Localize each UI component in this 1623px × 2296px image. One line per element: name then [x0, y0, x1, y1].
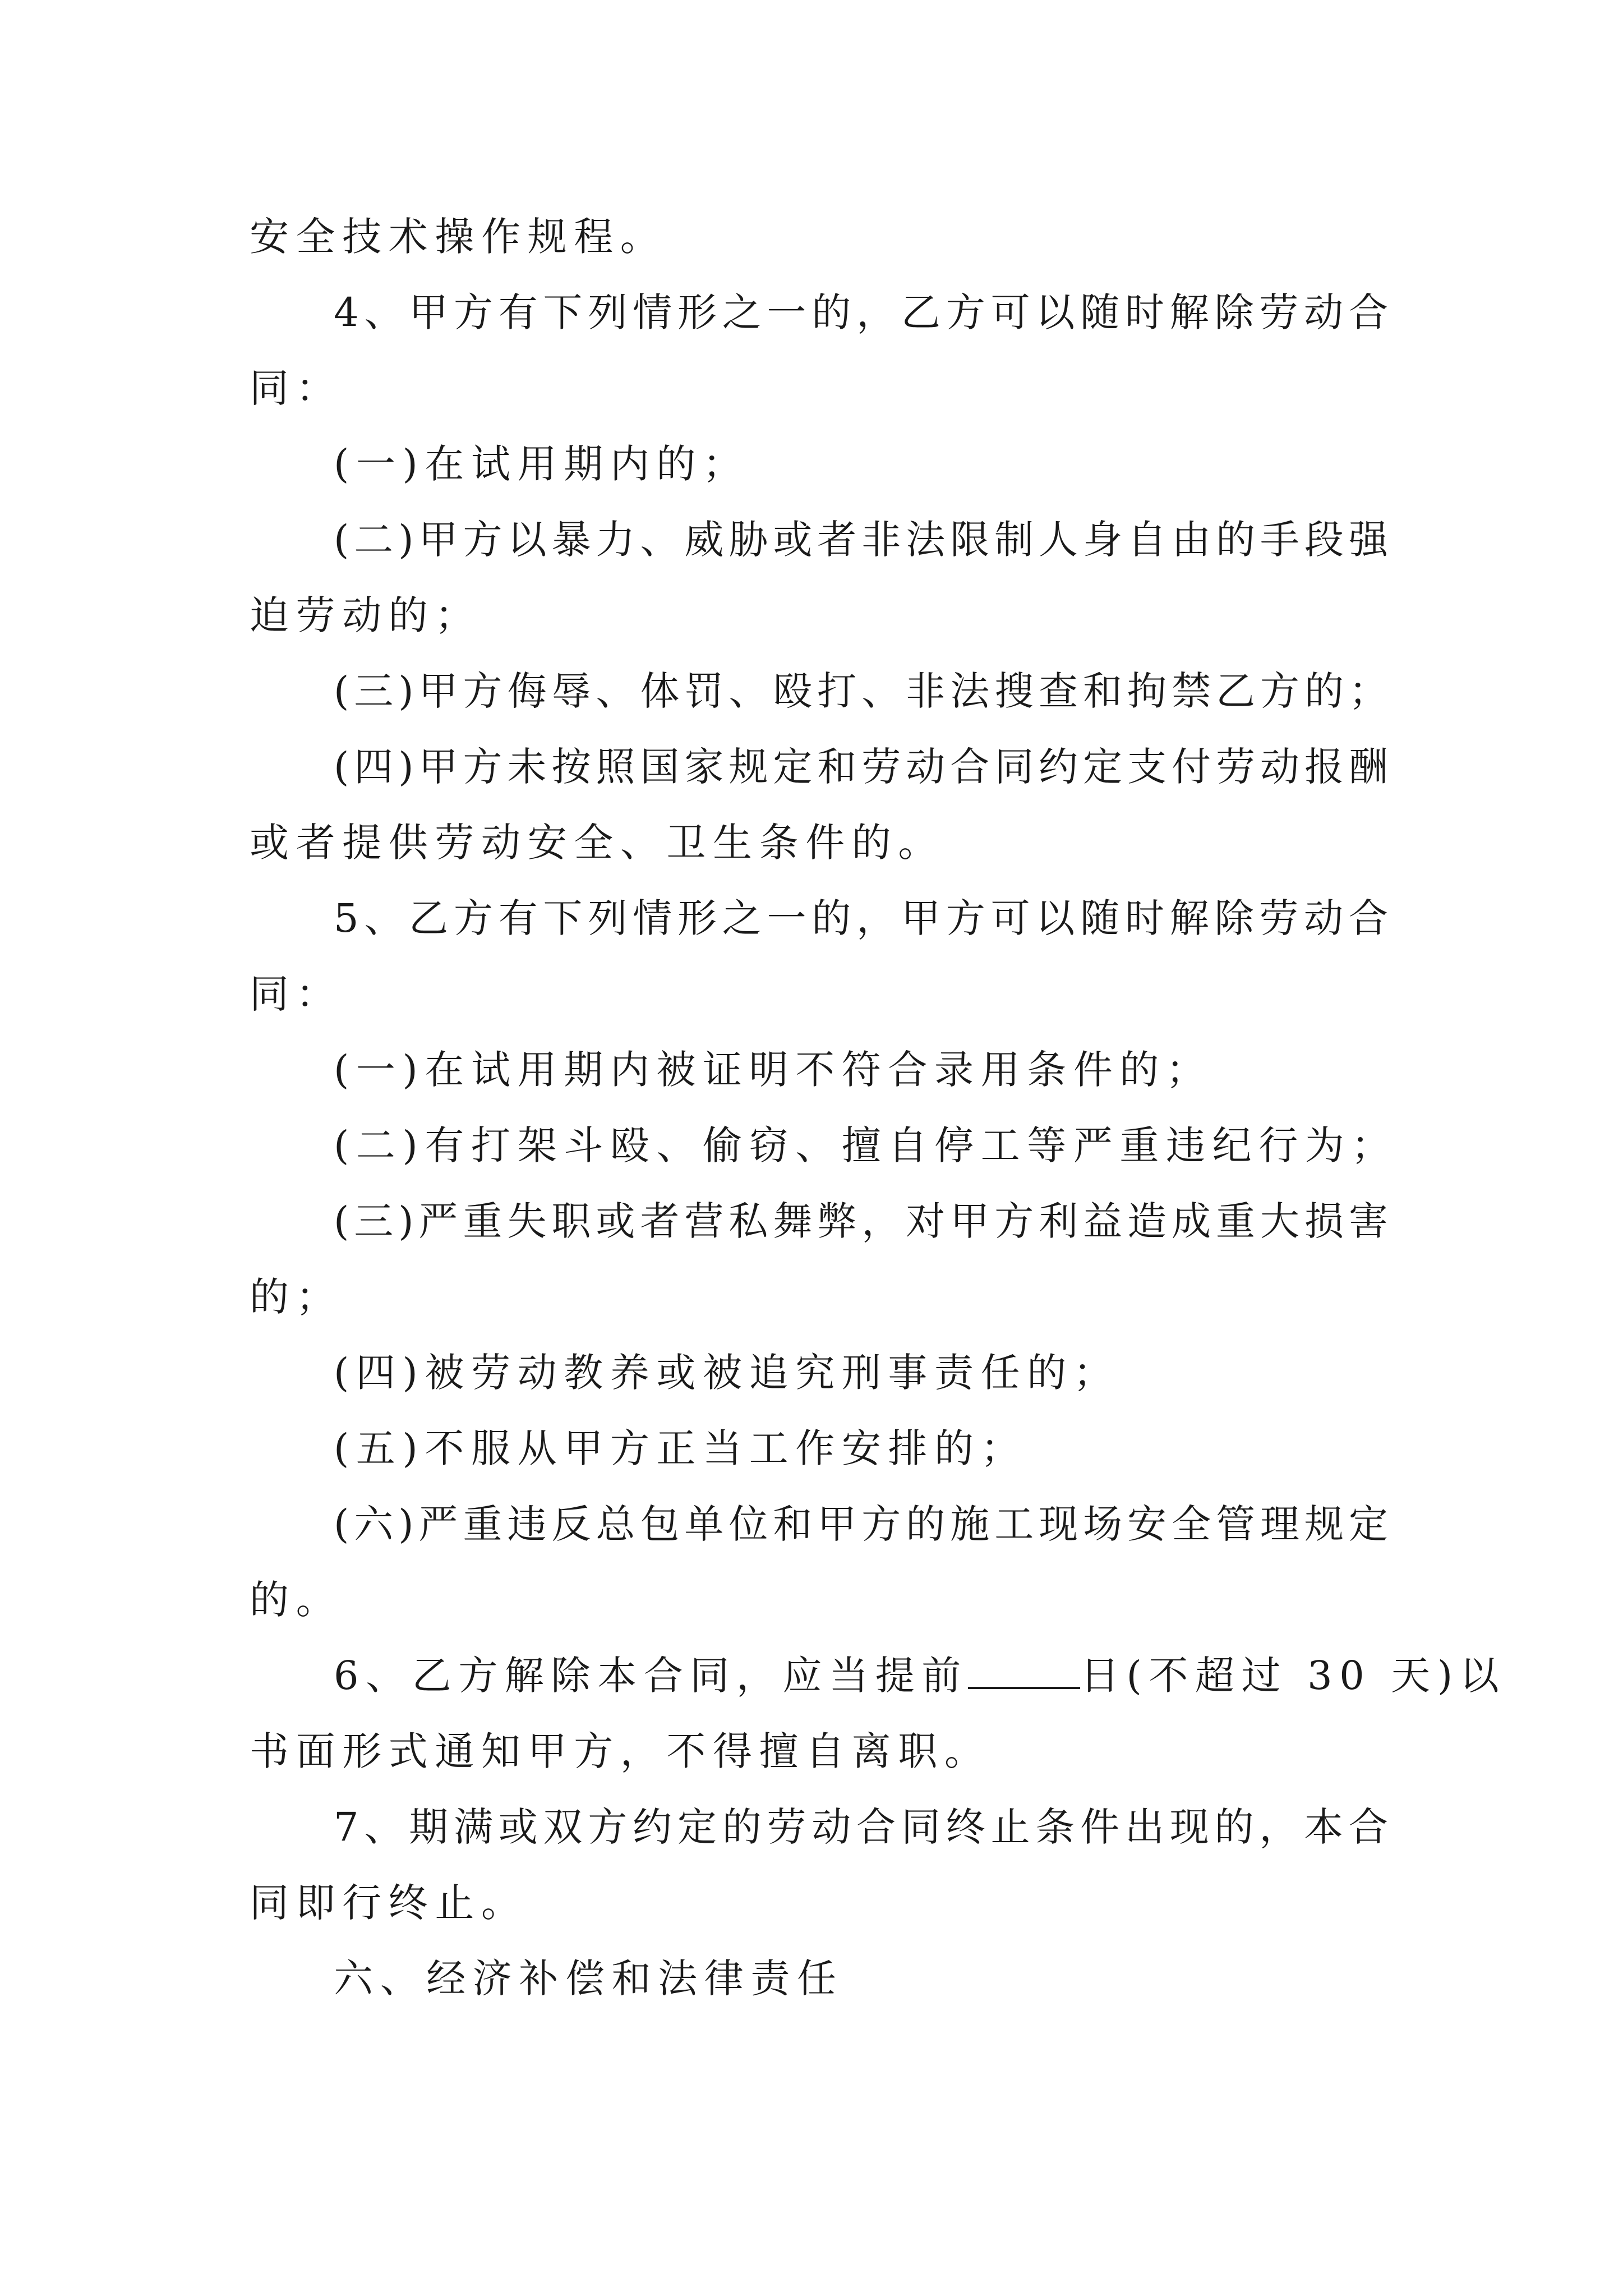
- text-line: 同：: [250, 365, 343, 411]
- text-line: 安全技术操作规程。: [250, 214, 667, 260]
- paragraph-7-start: 7、期满或双方约定的劳动合同终止条件出现的，本合: [334, 1804, 1388, 1850]
- text-segment: 日(不超过 30 天)以: [1080, 1653, 1506, 1699]
- list-item: (一)在试用期内的；: [334, 441, 749, 487]
- list-item: (一)在试用期内被证明不符合录用条件的；: [334, 1047, 1212, 1093]
- list-item: (六)严重违反总包单位和甲方的施工现场安全管理规定: [334, 1501, 1388, 1547]
- list-item: (二)甲方以暴力、威胁或者非法限制人身自由的手段强: [334, 517, 1388, 563]
- text-line: 或者提供劳动安全、卫生条件的。: [250, 820, 944, 866]
- list-item: (二)有打架斗殴、偷窃、擅自停工等严重违纪行为；: [334, 1122, 1398, 1168]
- list-item: (三)严重失职或者营私舞弊，对甲方利益造成重大损害: [334, 1198, 1388, 1244]
- document-body: [250, 199, 1506, 2017]
- text-line: 迫劳动的；: [250, 592, 481, 638]
- text-line: 同：: [250, 971, 343, 1017]
- text-line: 的；: [250, 1274, 343, 1320]
- list-item: (四)甲方未按照国家规定和劳动合同约定支付劳动报酬: [334, 744, 1388, 790]
- text-segment: 6、乙方解除本合同，应当提前: [334, 1653, 968, 1699]
- text-line: 书面形式通知甲方，不得擅自离职。: [250, 1728, 991, 1774]
- list-item: (五)不服从甲方正当工作安排的；: [334, 1425, 1027, 1471]
- text-line: 同即行终止。: [250, 1880, 528, 1926]
- paragraph-4-start: 4、甲方有下列情形之一的，乙方可以随时解除劳动合: [334, 289, 1388, 335]
- list-item: (四)被劳动教养或被追究刑事责任的；: [334, 1350, 1120, 1396]
- text-line: 的。: [250, 1577, 343, 1623]
- fill-in-blank: [968, 1648, 1080, 1689]
- section-heading: 六、经济补偿和法律责任: [334, 1955, 843, 2001]
- list-item: (三)甲方侮辱、体罚、殴打、非法搜查和拘禁乙方的；: [334, 668, 1388, 714]
- paragraph-6-start: [250, 1638, 1506, 1714]
- paragraph-5-start: 5、乙方有下列情形之一的，甲方可以随时解除劳动合: [334, 895, 1388, 941]
